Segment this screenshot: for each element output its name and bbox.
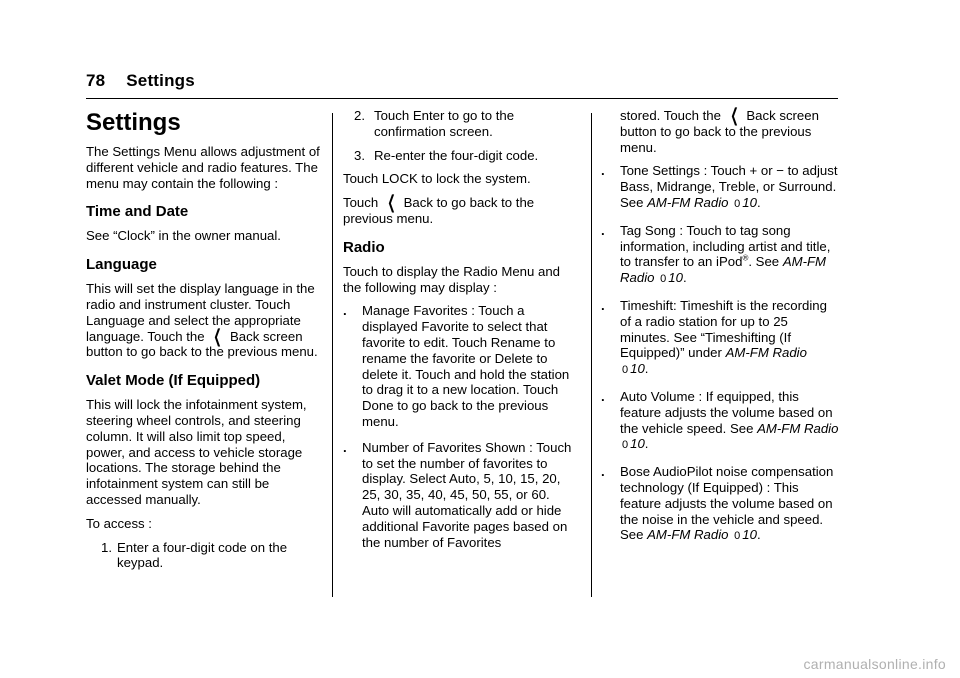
registered-mark: ® xyxy=(742,253,749,263)
header-rule xyxy=(86,98,838,99)
heading-language: Language xyxy=(86,256,157,274)
to-access-label: To access : xyxy=(86,515,152,531)
list-item-tone-settings xyxy=(601,163,839,212)
page-reference-icon: 0 xyxy=(660,273,667,286)
timeshift-text: Timeshift: Timeshift is the recording of a radio station for up to 25 minutes. See “Timeshifting (If Equipped)” under xyxy=(620,297,827,361)
radio-intro: Touch to display the Radio Menu and the following may display : xyxy=(343,263,560,295)
tag-song-text: Tag Song : Touch to tag song information, including artist and title, to transfer to an iPod xyxy=(620,222,831,270)
time-and-date-text: See “Clock” in the owner manual. xyxy=(86,228,281,244)
step-text: Re-enter the four-digit code. xyxy=(374,147,539,163)
list-item-bose-audiopilot xyxy=(601,464,839,545)
valet-step-3 xyxy=(343,148,579,164)
bose-text: Bose AudioPilot noise compensation technology (If Equipped) : This feature adjusts the volume based on the noise in the vehicle and speed. See xyxy=(620,464,834,543)
step-text: Enter a four-digit code on the keypad. xyxy=(117,539,288,571)
page-reference[interactable]: 10 xyxy=(742,527,757,543)
stored-text xyxy=(601,105,839,155)
stored-text-b: Back screen button to go back to the previous menu. xyxy=(620,108,819,155)
step-number: 1. xyxy=(101,539,112,555)
auto-volume-text: Auto Volume : If equipped, this feature adjusts the volume based on the vehicle speed. See xyxy=(620,388,833,436)
touch-back-text xyxy=(343,192,579,227)
page-reference[interactable]: 10 xyxy=(668,270,683,286)
list-item-text: Timeshift: Timeshift is the recording of a radio station for up to 25 minutes. See “Timeshifting (If Equipped)” under AM-FM Radio 0 10. xyxy=(620,297,827,377)
list-item-auto-volume xyxy=(601,389,839,454)
cross-reference-link[interactable]: AM-FM Radio xyxy=(620,254,827,286)
list-item-timeshift xyxy=(601,298,839,379)
valet-step-2 xyxy=(343,108,579,140)
bullet: . xyxy=(343,303,347,319)
page-reference[interactable]: 10 xyxy=(630,436,645,452)
stored-text-a: stored. Touch the xyxy=(620,108,721,123)
column-divider-2 xyxy=(591,113,592,597)
cross-reference-link[interactable]: AM-FM Radio xyxy=(647,527,729,543)
column-1 xyxy=(86,108,322,579)
bullet: . xyxy=(343,439,347,455)
page-reference-icon: 0 xyxy=(622,364,629,377)
cross-reference-link[interactable]: AM-FM Radio xyxy=(647,194,729,210)
page-header xyxy=(86,71,195,91)
touch-back-a: Touch xyxy=(343,195,379,211)
step-number: 3. xyxy=(354,147,365,163)
watermark: carmanualsonline.info xyxy=(803,656,946,672)
section-heading-settings: Settings xyxy=(86,109,181,136)
list-item-text: Bose AudioPilot noise compensation technology (If Equipped) : This feature adjusts the volume based on the noise in the vehicle and speed. See AM-FM Radio 0 10. xyxy=(620,464,834,543)
list-item-text: Auto Volume : If equipped, this feature adjusts the volume based on the vehicle speed. See AM-FM Radio 0 10. xyxy=(620,388,839,452)
column-2 xyxy=(343,108,579,560)
list-item-manage-favorites xyxy=(343,303,579,429)
column-3 xyxy=(601,105,839,555)
list-item-text: Manage Favorites : Touch a displayed Favorite to select that favorite to edit. Touch Rename to rename the favorite or Delete to delete it. Touch and hold the station to drag it to a new location. Touch Done to go back to the previous menu. xyxy=(362,303,570,429)
page-reference-icon: 0 xyxy=(734,197,741,210)
step-text: Touch Enter to go to the confirmation screen. xyxy=(374,108,515,139)
column-divider-1 xyxy=(332,113,333,597)
page-number: 78 xyxy=(86,71,106,90)
valet-text: This will lock the infotainment system, steering wheel controls, and steering column. It will also limit top speed, power, and access to vehicle storage locations. The storage behind the infotainment system can still be accessed manually. xyxy=(86,397,307,507)
list-item-tag-song xyxy=(601,223,839,288)
list-item-text: Tag Song : Touch to tag song information, including artist and title, to transfer to an iPod®. See AM-FM Radio 0 10. xyxy=(620,222,831,286)
step-number: 2. xyxy=(354,108,365,123)
bullet: . xyxy=(601,222,605,238)
page-reference[interactable]: 10 xyxy=(742,194,757,210)
cross-reference-link[interactable]: AM-FM Radio xyxy=(757,420,839,436)
language-text xyxy=(86,281,322,360)
settings-intro: The Settings Menu allows adjustment of different vehicle and radio features. The menu may contain the following : xyxy=(86,144,320,191)
page-reference[interactable]: 10 xyxy=(630,361,645,377)
heading-radio: Radio xyxy=(343,238,385,256)
bullet: . xyxy=(601,163,605,179)
back-chevron-icon: ❮ xyxy=(730,105,739,125)
language-text-a: This will set the display language in the radio and instrument cluster. Touch Language and select the appropriate language. Touch the xyxy=(86,281,315,344)
valet-step-1 xyxy=(86,540,322,572)
page-reference-icon: 0 xyxy=(734,530,741,543)
bullet: . xyxy=(601,297,605,313)
touch-back-b: Back to go back to the previous menu. xyxy=(343,195,535,226)
list-item-number-of-favorites xyxy=(343,440,579,551)
list-item-text: Tone Settings : Touch + or − to adjust Bass, Midrange, Treble, or Surround. See AM-FM Radio 0 10. xyxy=(620,163,838,210)
bullet: . xyxy=(601,388,605,404)
back-chevron-icon: ❮ xyxy=(213,325,222,346)
heading-valet-mode: Valet Mode (If Equipped) xyxy=(86,372,261,390)
heading-time-and-date: Time and Date xyxy=(86,203,189,221)
back-chevron-icon: ❮ xyxy=(387,192,396,213)
cross-reference-link[interactable]: AM-FM Radio xyxy=(725,345,807,361)
lock-text: Touch LOCK to lock the system. xyxy=(343,171,531,187)
language-text-b: Back screen button to go back to the previous menu. xyxy=(86,328,318,360)
page-reference-icon: 0 xyxy=(622,439,629,452)
list-item-text: Number of Favorites Shown : Touch to set the number of favorites to display. Select Auto, 5, 10, 15, 20, 25, 30, 35, 40, 45, 50, 55, or 60. Auto will automatically add or hide additional Favorite pages based on the number of Favorites xyxy=(362,439,572,550)
bullet: . xyxy=(601,464,605,480)
tag-song-text-b: . See xyxy=(748,254,780,270)
running-title: Settings xyxy=(126,71,195,90)
tone-text: Tone Settings : Touch + or − to adjust Bass, Midrange, Treble, or Surround. See xyxy=(620,163,838,210)
